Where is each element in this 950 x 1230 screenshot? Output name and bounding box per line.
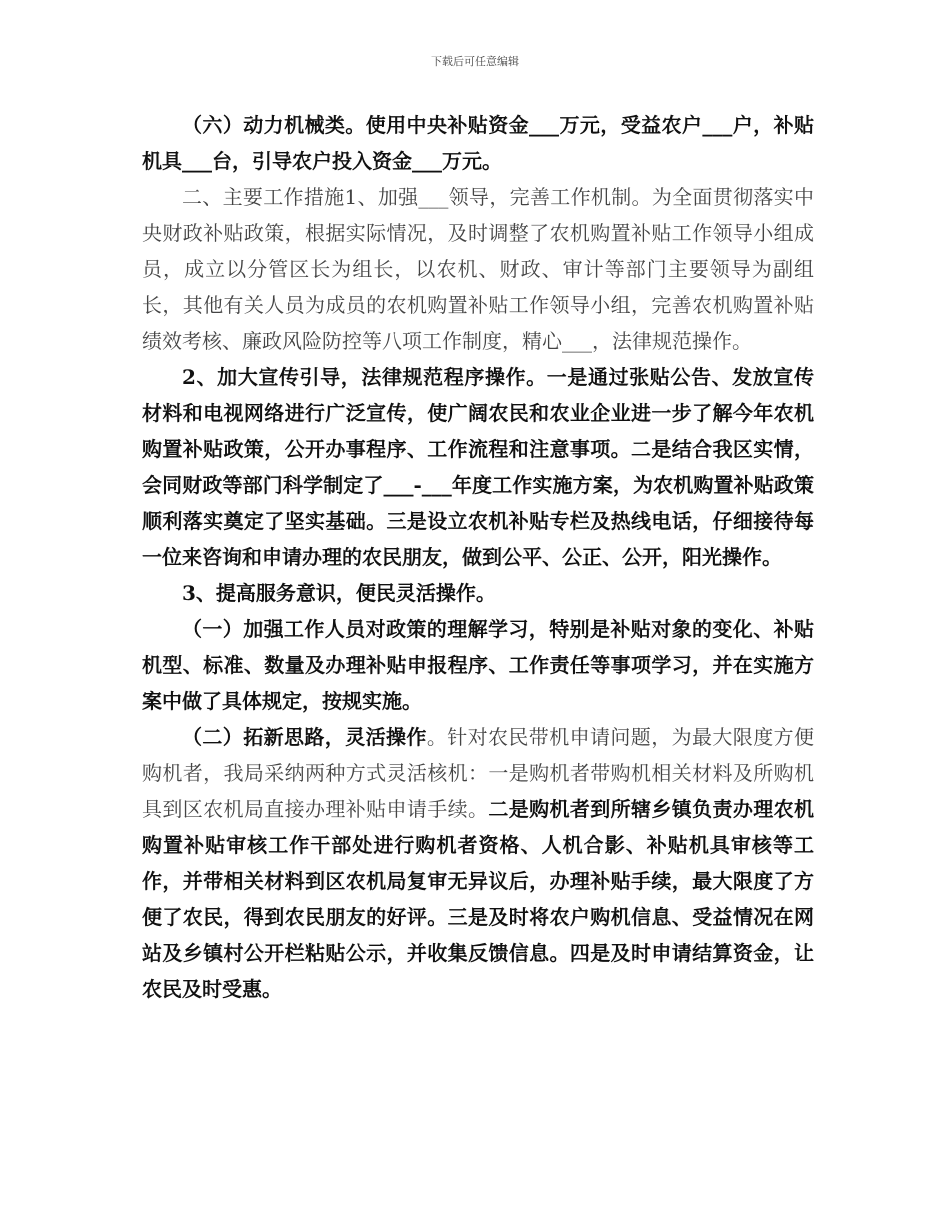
document-body bbox=[142, 107, 814, 1007]
flexible-operation-light-text: 。针对农民带机申请问题，为最大限度方便购机者，我局采纳两种方式灵活核机：一是购机者带购机相关材料及所购机具到区农机局直接办理补贴申请手续。 bbox=[142, 725, 815, 821]
paragraph-service-heading: 3、提高服务意识，便民灵活操作。 bbox=[182, 581, 496, 605]
paragraph-flexible-operation bbox=[142, 719, 814, 1007]
paragraph-power-machinery: （六）动力机械类。使用中央补贴资金___万元，受益农户___户，补贴机具___台，引导农户投入资金___万元。 bbox=[142, 113, 814, 173]
page-header: 下载后可任意编辑 bbox=[431, 55, 519, 68]
paragraph-policy-study: （一）加强工作人员对政策的理解学习，特别是补贴对象的变化、补贴机型、标准、数量及办理补贴申报程序、工作责任等事项学习，并在实施方案中做了具体规定，按规实施。 bbox=[142, 617, 814, 713]
flexible-operation-title: （二）拓新思路，灵活操作 bbox=[182, 725, 427, 749]
flexible-operation-bold-text: 二是购机者到所辖乡镇负责办理农机购置补贴审核工作干部处进行购机者资格、人机合影、补贴机具审核等工作，并带相关材料到区农机局复审无异议后，办理补贴手续，最大限度了方便了农民，得到农民朋友的好评。三是及时将农户购机信息、受益情况在网站及乡镇村公开栏粘贴公示，并收集反馈信息。四是及时申请结算资金，让农民及时受惠。 bbox=[142, 797, 814, 1001]
paragraph-publicity: 2、加大宣传引导，法律规范程序操作。一是通过张贴公告、发放宣传材料和电视网络进行广泛宣传，使广阔农民和农业企业进一步了解今年农机购置补贴政策，公开办事程序、工作流程和注意事项。二是结合我区实情，会同财政等部门科学制定了___-___年度工作实施方案，为农机购置补贴政策顺利落实奠定了坚实基础。三是设立农机补贴专栏及热线电话，仔细接待每一位来咨询和申请办理的农民朋友，做到公平、公正、公开，阳光操作。 bbox=[142, 365, 814, 569]
paragraph-main-measures: 二、主要工作措施1、加强___领导，完善工作机制。为全面贯彻落实中央财政补贴政策，根据实际情况，及时调整了农机购置补贴工作领导小组成员，成立以分管区长为组长，以农机、财政、审计等部门主要领导为副组长，其他有关人员为成员的农机购置补贴工作领导小组，完善农机购置补贴绩效考核、廉政风险防控等八项工作制度，精心___，法律规范操作。 bbox=[142, 185, 814, 353]
